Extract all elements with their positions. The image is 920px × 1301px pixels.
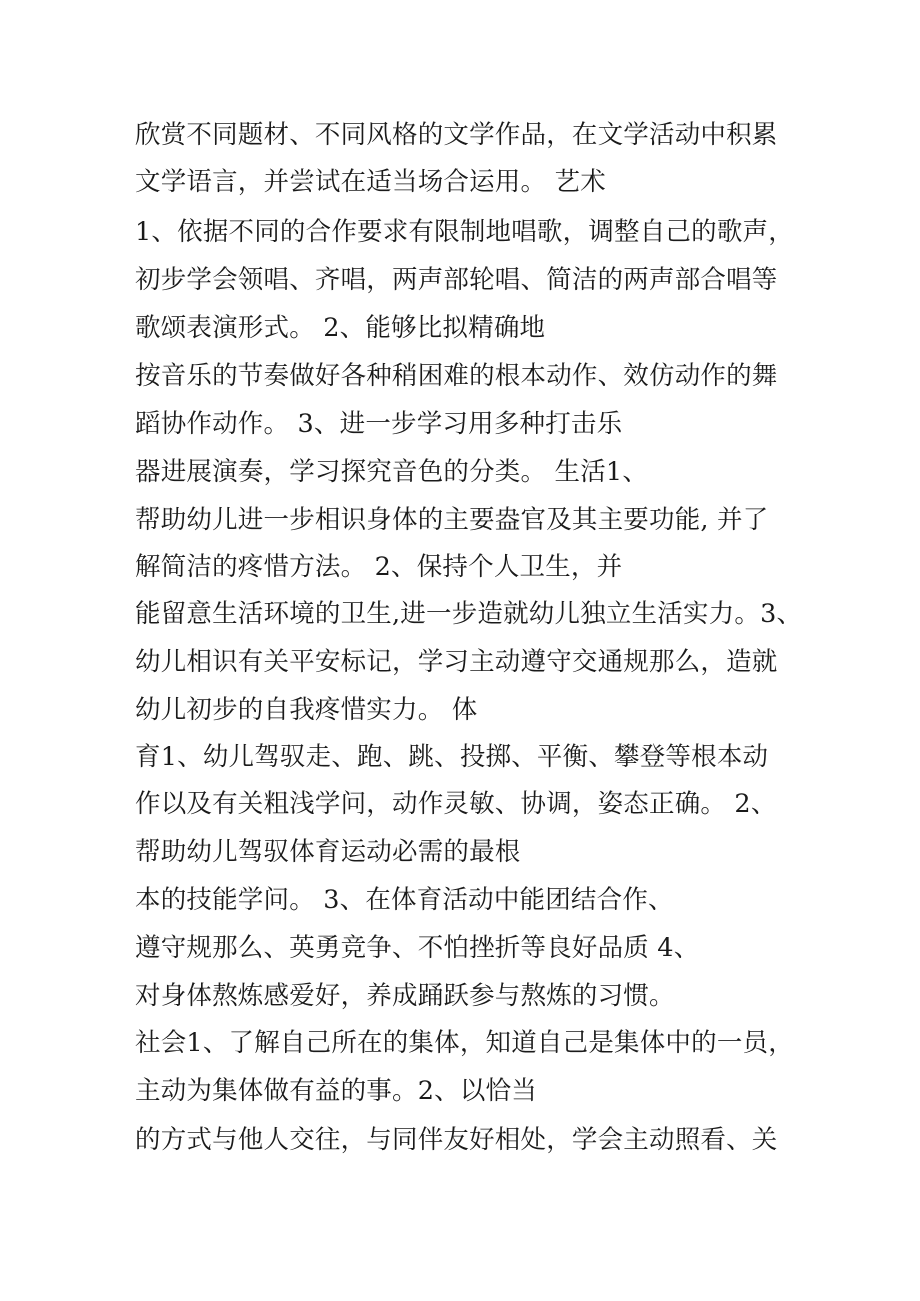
text-line: 按音乐的节奏做好各种稍困难的根本动作、效仿动作的舞: [135, 361, 778, 391]
text-line: 器进展演奏，学习探究音色的分类。 生活1、: [135, 457, 649, 487]
text-line: 对身体熬炼感爱好，养成踊跃参与熬炼的习惯。: [135, 981, 675, 1011]
text-line: 遵守规那么、英勇竞争、不怕挫折等良好品质 4、: [135, 933, 700, 963]
text-line: 1、依据不同的合作要求有限制地唱歌，调整自己的歌声，: [135, 217, 794, 247]
text-line: 帮助幼儿进一步相识身体的主要盎官及其主要功能, 并了: [135, 505, 769, 535]
text-line: 帮助幼儿驾驭体育运动必需的最根: [135, 837, 521, 867]
text-line: 的方式与他人交往，与同伴友好相处，学会主动照看、关: [135, 1125, 778, 1155]
text-line: 解简洁的疼惜方法。 2、保持个人卫生，并: [135, 552, 623, 582]
text-line: 歌颂表演形式。 2、能够比拟精确地: [135, 313, 546, 343]
text-line: 作以及有关粗浅学问，动作灵敏、协调，姿态正确。 2、: [135, 789, 777, 819]
text-line: 育1、幼儿驾驭走、跑、跳、投掷、平衡、攀登等根本动: [135, 742, 769, 772]
text-line: 幼儿初步的自我疼惜实力。 体: [135, 695, 478, 725]
text-line: 主动为集体做有益的事。2、以恰当: [135, 1076, 537, 1106]
text-line: 社会1、了解自己所在的集体，知道自己是集体中的一员，: [135, 1028, 794, 1058]
text-line: 蹈协作动作。 3、进一步学习用多种打击乐: [135, 409, 623, 439]
text-line: 欣赏不同题材、不同风格的文学作品，在文学活动中积累: [135, 120, 778, 150]
text-line: 初步学会领唱、齐唱，两声部轮唱、简洁的两声部合唱等: [135, 265, 778, 295]
text-line: 能留意生活环境的卫生,进一步造就幼儿独立生活实力。3、: [135, 599, 803, 629]
text-line: 幼儿相识有关平安标记，学习主动遵守交通规那么，造就: [135, 647, 778, 677]
text-line: 本的技能学问。 3、在体育活动中能团结合作、: [135, 885, 674, 915]
text-line: 文学语言，并尝试在适当场合运用。 艺术: [135, 167, 606, 197]
